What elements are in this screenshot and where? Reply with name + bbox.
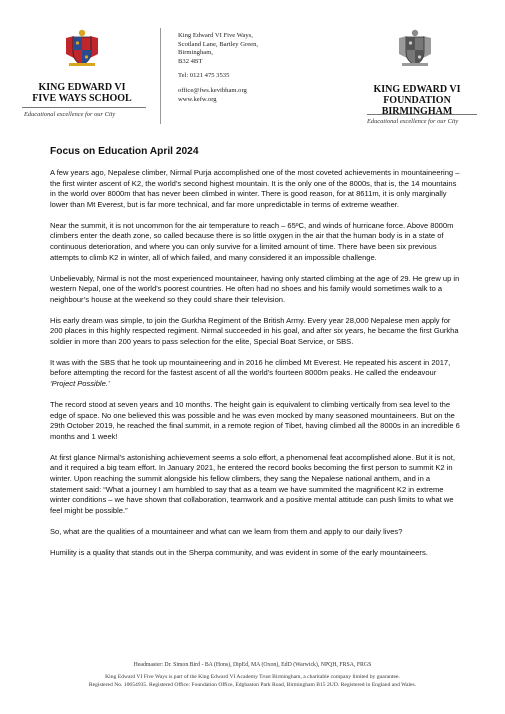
paragraph: Near the summit, it is not uncommon for the air temperature to reach – 65ºC, and winds of hurricane force. Above 8000m climbers enter the death zone, so called because there is so little oxygen in the air that the human body is in a state of continuous deterioration, and where you can only survive for a limited amount of time. There have been six previous attempts to climb K2 in winter, all of which failed, and many considered it an impossible challenge. [50, 220, 454, 262]
header-divider [160, 28, 161, 124]
divider [22, 107, 146, 108]
address-line: B32 4BT [178, 57, 203, 65]
foundation-name [363, 84, 471, 117]
crest-left-icon [62, 28, 102, 68]
paragraph: His early dream was simple, to join the Gurkha Regiment of the British Army. Every year 28,000 Nepalese men apply for 200 places in this highly respected regiment. Nirmal succeeded in his goal, and after six years, he became the first Gurkha soldier in more than 200 years to pass selection for the elite, Special Boat Service, or SBS. [50, 315, 459, 346]
address-line: Birmingham, [178, 49, 213, 57]
headmaster-line: Headmaster: Dr. Simon Bird - BA (Hons), DipEd, MA (Oxon), EdD (Warwick), NPQH, FRSA, FRGS [133, 662, 372, 668]
email-address: office@fws.kevibham.org [178, 86, 247, 94]
paragraph: Unbelievably, Nirmal is not the most experienced mountaineer, having only started climbing at the age of 29. He grew up in western Nepal, one of the world’s poorest countries. He often had no shoes and his family would sometimes walk to a neighbour’s house at the weekend so they could share their television. [50, 273, 460, 304]
paragraph-text: It was with the SBS that he took up mountaineering and in 2016 he climbed Mt Everest. He repeated his ascent in 2017, before attempting the record for the fastest ascent of all the world’s fourteen 8000m peaks. He called the endeavour [50, 357, 451, 378]
phone-number: Tel: 0121 475 3535 [178, 72, 230, 80]
document-body [50, 168, 462, 569]
foundation-name-line3: BIRMINGHAM [381, 106, 453, 117]
paragraph: At first glance Nirmal’s astonishing achievement seems a solo effort, a phenomenal feat accomplished alone. But it is not, and it required a big team effort. In January 2021, he entered the record books becoming the first person to summit K2 in winter. Upon reaching the summit alongside his fellow climbers, they sang the Nepalese national anthem, and in a statement said: “What a journey I am humbled to say that as a team we have summited the magnificent K2 in extreme winter conditions – we have shown that collaboration, teamwork and a positive mental attitude can push limits to what we feel might be possible.” [50, 452, 455, 515]
school-name-line2: FIVE WAYS SCHOOL [32, 93, 132, 104]
school-address-block [178, 32, 258, 104]
foundation-tagline: Educational excellence for our City [367, 118, 459, 125]
paragraph: So, what are the qualities of a mountaineer and what can we learn from them and apply to our daily lives? [50, 526, 403, 536]
paragraph: Humility is a quality that stands out in the Sherpa community, and was evident in some of the early mountaineers. [50, 547, 428, 557]
crest-right-icon [395, 28, 435, 68]
school-name-line1: KING EDWARD VI [38, 82, 126, 93]
document-title: Focus on Education April 2024 [50, 146, 199, 157]
website-address: www.kefw.org [178, 95, 217, 103]
address-line: Scotland Lane, Bartley Green, [178, 40, 259, 48]
legal-line: Registered No. 10654935. Registered Office: Foundation Office, Edgbaston Park Road, Birmingham B15 2UD. Registered in England and Wales. [88, 682, 417, 688]
foundation-crest-logo [395, 28, 435, 68]
legal-line: King Edward VI Five Ways is part of the King Edward VI Academy Trust Birmingham, a charitable company limited by guarantee. [105, 674, 400, 680]
project-name: ‘Project Possible.’ [50, 379, 110, 389]
paragraph [50, 358, 462, 390]
foundation-name-line1: KING EDWARD VI [373, 84, 461, 95]
school-name [20, 82, 144, 104]
address-line: King Edward VI Five Ways, [178, 32, 253, 39]
foundation-name-line2: FOUNDATION [383, 95, 451, 106]
paragraph: The record stood at seven years and 10 months. The height gain is equivalent to climbing vertically from sea level to the edge of space. No one believed this was possible and he was even mocked by many seasoned mountaineers. But on the 29th October 2019, he reached the final summit, in a remote region of Tibet, having climbed all the 8000s in an incredible 6 months and 1 week! [50, 400, 460, 441]
paragraph: A few years ago, Nepalese climber, Nirmal Purja accomplished one of the most coveted achievements in mountaineering – the first winter ascent of K2, the world’s second highest mountain. It is the only one of the 8000s, that is, the 14 mountains in the world over 8000m that has never been climbed in winter. There is good reason, for at 8611m, it is only marginally lower than Mt Everest, but is far more technical, and far more unpredictable in terms of extreme weather. [50, 168, 460, 209]
school-crest-logo [62, 28, 102, 68]
divider [367, 114, 477, 115]
school-tagline: Educational excellence for our City [24, 111, 116, 118]
